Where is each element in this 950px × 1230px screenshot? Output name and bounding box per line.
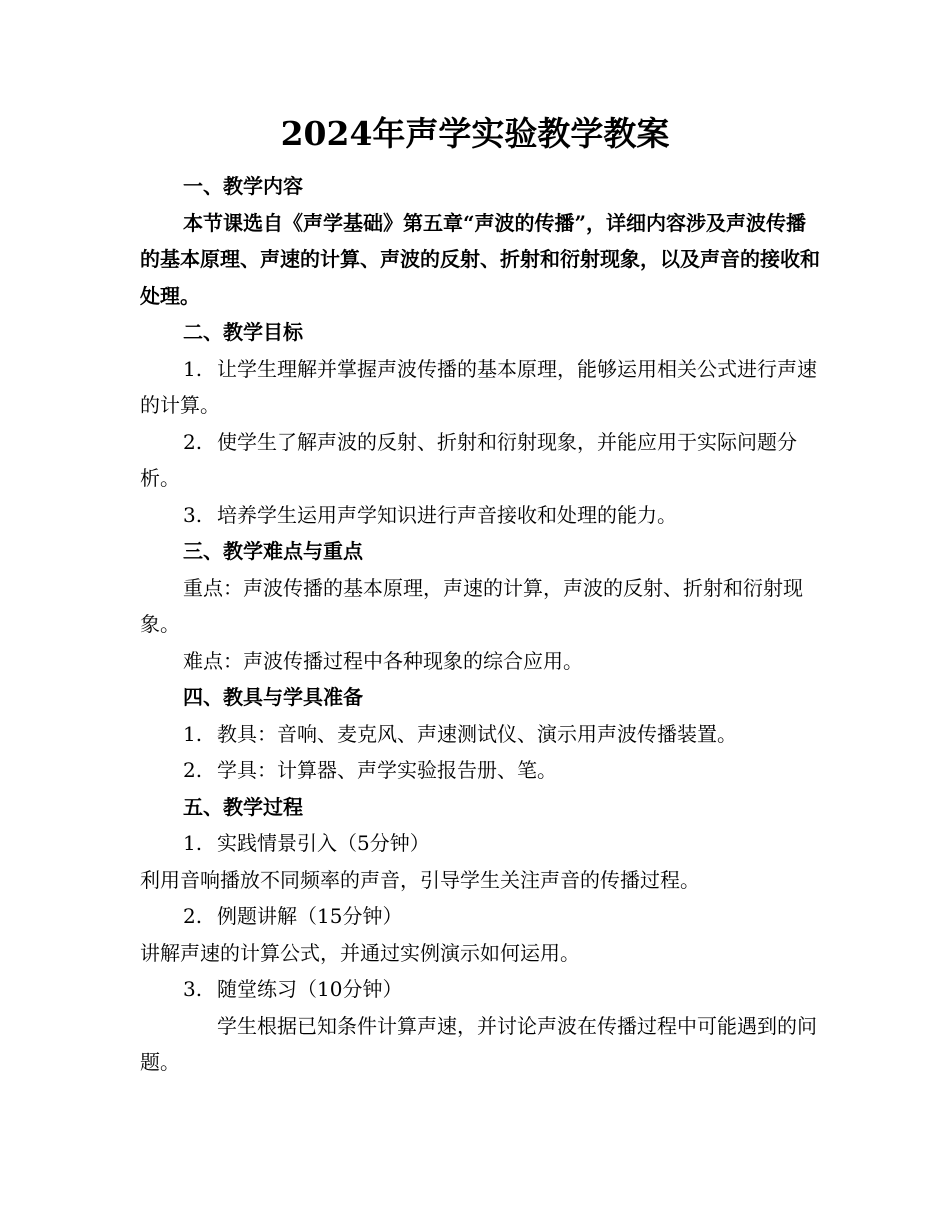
step-label: 例题讲解（15分钟） — [217, 904, 403, 928]
list-item-text: 让学生理解并掌握声波传播的基本原理，能够运用相关公式进行声速的计算。 — [140, 356, 817, 417]
list-number: 2. — [183, 758, 203, 782]
list-number: 3. — [183, 502, 203, 527]
section-heading-process: 五、教学过程 — [183, 794, 303, 819]
step-label: 随堂练习（10分钟） — [217, 977, 403, 1001]
list-item-text: 学具：计算器、声学实验报告册、笔。 — [217, 758, 557, 782]
list-number: 3. — [183, 977, 203, 1001]
list-number: 1. — [183, 721, 203, 746]
list-number: 2. — [183, 429, 203, 454]
tools-item-1 — [140, 716, 820, 753]
list-item-text: 教具：音响、麦克风、声速测试仪、演示用声波传播装置。 — [217, 721, 737, 746]
section-heading-tools: 四、教具与学具准备 — [183, 685, 363, 709]
objective-item-3 — [140, 497, 820, 534]
list-number: 1. — [183, 831, 203, 855]
section-heading-objectives: 二、教学目标 — [183, 320, 303, 344]
list-item-text: 使学生了解声波的反射、折射和衍射现象，并能应用于实际问题分析。 — [140, 429, 797, 490]
process-step-3-description: 学生根据已知条件计算声速，并讨论声波在传播过程中可能遇到的问题。 — [140, 1013, 817, 1074]
objective-item-2 — [140, 424, 820, 497]
objective-item-1 — [140, 351, 820, 424]
section-heading-content: 一、教学内容 — [183, 174, 303, 198]
process-step-1-description: 利用音响播放不同频率的声音，引导学生关注声音的传播过程。 — [140, 867, 700, 892]
difficulty-paragraph: 难点：声波传播过程中各种现象的综合应用。 — [183, 648, 583, 673]
tools-item-2 — [140, 752, 820, 789]
list-item-text: 培养学生运用声学知识进行声音接收和处理的能力。 — [217, 502, 677, 527]
list-number: 1. — [183, 356, 203, 381]
process-step-2-description: 讲解声速的计算公式，并通过实例演示如何运用。 — [140, 940, 580, 965]
key-points-paragraph: 重点：声波传播的基本原理，声速的计算，声波的反射、折射和衍射现象。 — [140, 575, 803, 636]
process-step-1 — [140, 825, 820, 862]
document-title: 2024年声学实验教学教案 — [280, 114, 670, 153]
list-number: 2. — [183, 904, 203, 928]
process-step-3 — [140, 971, 820, 1008]
process-step-2 — [140, 898, 820, 935]
step-label: 实践情景引入（5分钟） — [217, 831, 430, 855]
section-heading-key-points: 三、教学难点与重点 — [183, 539, 363, 563]
document-body — [140, 168, 820, 1081]
content-paragraph: 本节课选自《声学基础》第五章“声波的传播”，详细内容涉及声波传播的基本原理、声速的计算、声波的反射、折射和衍射现象，以及声音的接收和处理。 — [140, 210, 820, 308]
